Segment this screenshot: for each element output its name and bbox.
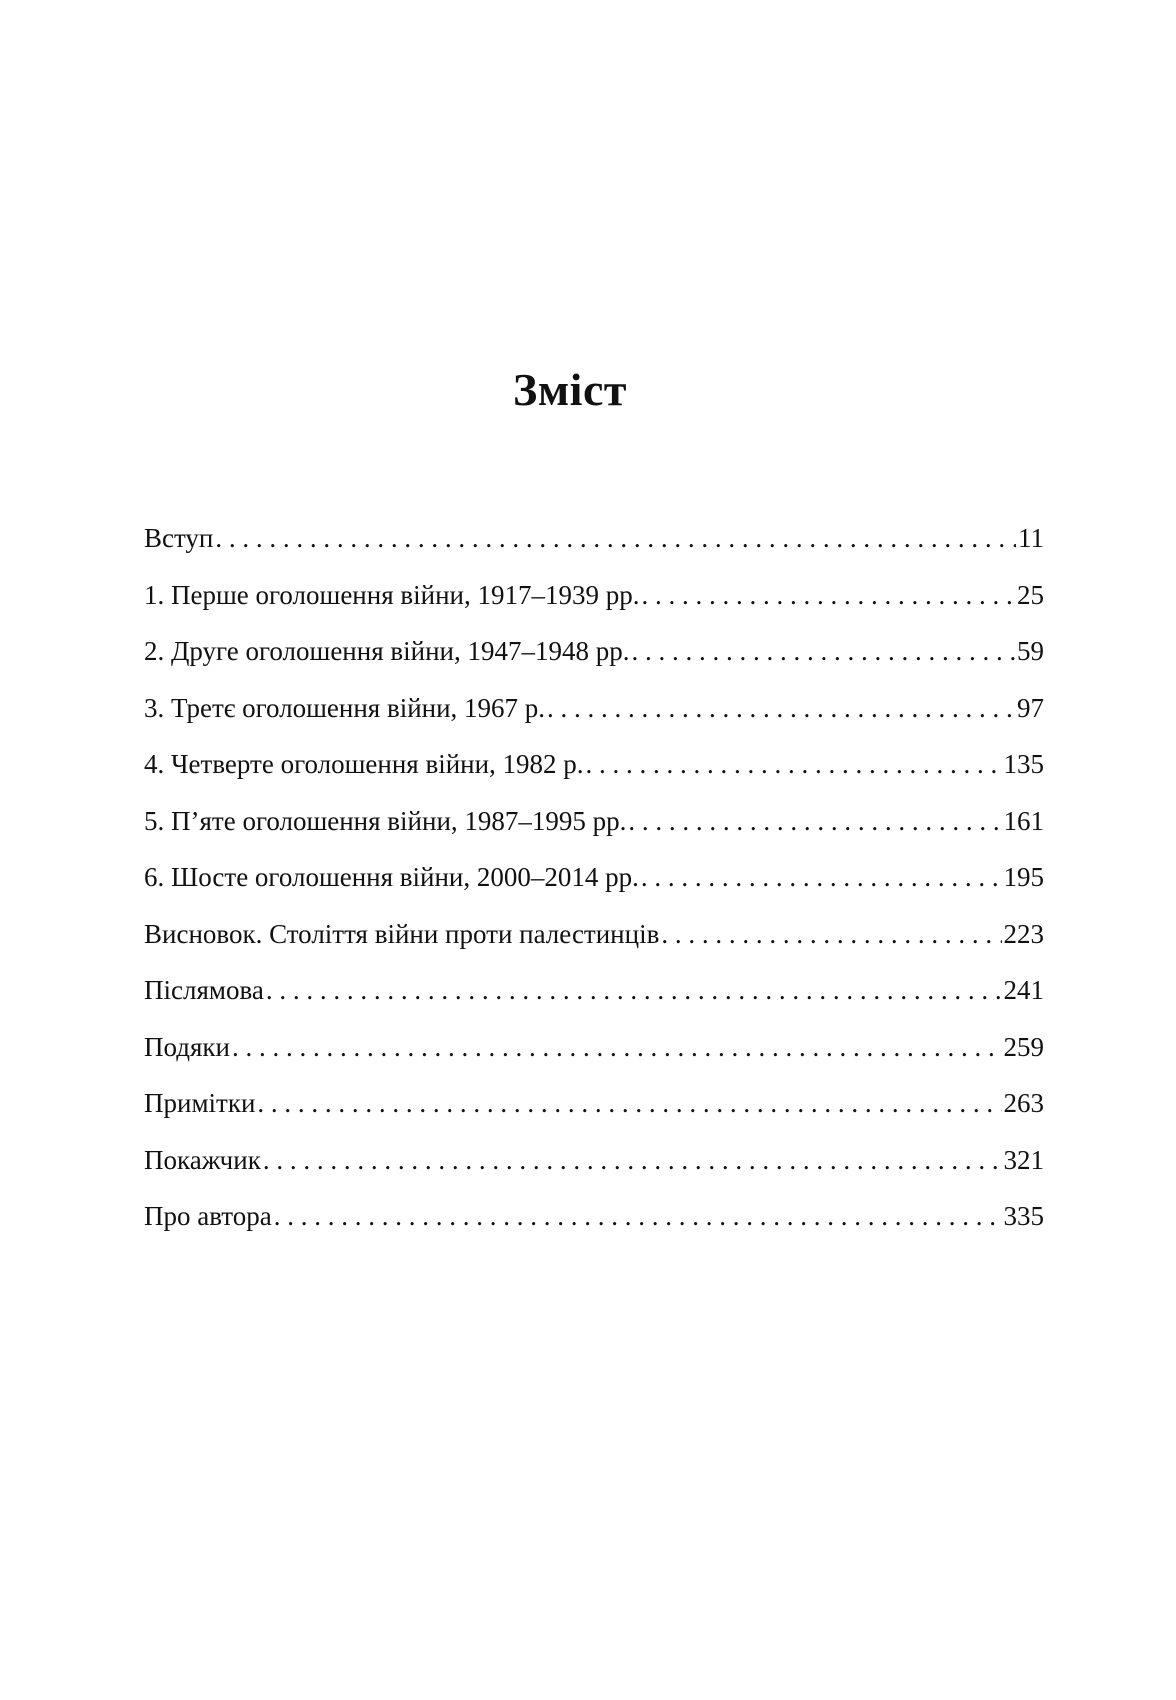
toc-entry-chapter-3[interactable] xyxy=(144,688,1044,745)
dot-leader xyxy=(661,914,1001,954)
toc-entry-page-number: 259 xyxy=(1003,1031,1044,1062)
toc-entry-chapter-6[interactable] xyxy=(144,857,1044,914)
toc-entry-page-number: 135 xyxy=(1003,749,1044,779)
toc-entry-label: Подяки xyxy=(144,1031,230,1062)
toc-entry-label: Про автора xyxy=(144,1201,272,1231)
toc-entry-label: 4. Четверте оголошення війни, 1982 р. xyxy=(144,749,584,779)
toc-entry-about-author[interactable] xyxy=(144,1196,1044,1253)
toc-entry-page-number: 59 xyxy=(1017,636,1044,666)
toc-entry-page-number: 97 xyxy=(1017,692,1044,723)
page-title: Зміст xyxy=(513,364,627,415)
dot-leader xyxy=(266,970,1002,1010)
toc-entry-chapter-5[interactable] xyxy=(144,801,1044,858)
dot-leader xyxy=(263,1140,1002,1180)
toc-entry-page-number: 321 xyxy=(1003,1144,1044,1175)
toc-entry-label: 6. Шосте оголошення війни, 2000–2014 рр. xyxy=(144,862,639,892)
dot-leader xyxy=(274,1196,1002,1236)
toc-entry-page-number: 263 xyxy=(1003,1088,1044,1118)
dot-leader xyxy=(628,801,1001,841)
toc-entry-chapter-1[interactable] xyxy=(144,575,1044,632)
dot-leader xyxy=(257,1083,1001,1123)
toc-entry-label: Вступ xyxy=(144,523,214,553)
toc-entry-page-number: 195 xyxy=(1003,862,1044,892)
dot-leader xyxy=(547,688,1015,728)
toc-entry-afterword[interactable] xyxy=(144,970,1044,1027)
toc-entry-index[interactable] xyxy=(144,1140,1044,1197)
toc-entry-label: Післямова xyxy=(144,975,264,1005)
toc-entry-page-number: 11 xyxy=(1018,523,1044,553)
dot-leader xyxy=(232,1027,1002,1067)
toc-entry-acknowledgements[interactable] xyxy=(144,1027,1044,1084)
toc-entry-page-number: 25 xyxy=(1017,579,1044,610)
table-of-contents xyxy=(144,518,1044,1253)
toc-entry-conclusion[interactable] xyxy=(144,914,1044,971)
dot-leader xyxy=(631,631,1015,671)
toc-entry-label: 3. Третє оголошення війни, 1967 р. xyxy=(144,692,546,723)
toc-entry-page-number: 223 xyxy=(1003,918,1044,949)
toc-entry-chapter-2[interactable] xyxy=(144,631,1044,688)
toc-entry-label: Примітки xyxy=(144,1088,256,1118)
toc-entry-notes[interactable] xyxy=(144,1083,1044,1140)
toc-entry-label: 2. Друге оголошення війни, 1947–1948 рр. xyxy=(144,636,630,666)
toc-entry-introduction[interactable] xyxy=(144,518,1044,575)
toc-entry-chapter-4[interactable] xyxy=(144,744,1044,801)
toc-entry-label: Висновок. Століття війни проти палестинців xyxy=(144,918,660,949)
dot-leader xyxy=(215,518,1016,558)
toc-entry-page-number: 161 xyxy=(1003,805,1044,836)
toc-entry-page-number: 241 xyxy=(1003,975,1044,1005)
toc-entry-label: 1. Перше оголошення війни, 1917–1939 рр. xyxy=(144,579,640,610)
toc-entry-label: 5. П’яте оголошення війни, 1987–1995 рр. xyxy=(144,805,627,836)
dot-leader xyxy=(586,744,1002,784)
dot-leader xyxy=(641,575,1015,615)
toc-entry-label: Покажчик xyxy=(144,1144,261,1175)
toc-entry-page-number: 335 xyxy=(1003,1201,1044,1231)
dot-leader xyxy=(641,857,1002,897)
